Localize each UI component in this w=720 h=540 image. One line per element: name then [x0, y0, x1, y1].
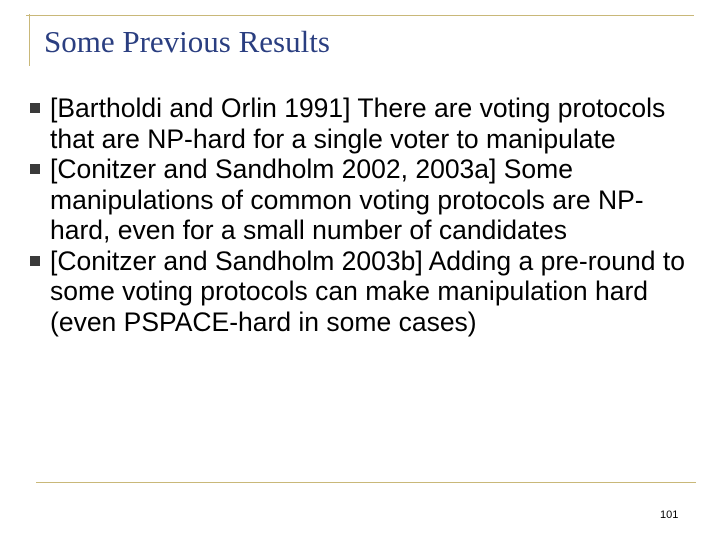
square-bullet-icon	[30, 103, 40, 113]
bullet-text: [Conitzer and Sandholm 2002, 2003a] Some manipulations of common voting protocols are NP-hard, even for a small number of candidates	[50, 154, 644, 245]
page-number: 101	[660, 509, 679, 521]
footer-rule	[36, 482, 696, 483]
square-bullet-icon	[30, 256, 40, 266]
bullet-text: [Bartholdi and Orlin 1991] There are voting protocols that are NP-hard for a single voter to manipulate	[50, 93, 666, 154]
bullet-item	[30, 93, 690, 154]
bullet-item	[30, 154, 690, 246]
square-bullet-icon	[30, 164, 40, 174]
bullet-item	[30, 246, 690, 338]
bullet-text: [Conitzer and Sandholm 2003b] Adding a pre-round to some voting protocols can make manipulation hard (even PSPACE-hard in some cases)	[50, 245, 685, 337]
title-frame-top-line	[26, 15, 694, 16]
title-frame-left-line	[29, 14, 30, 66]
slide-title: Some Previous Results	[44, 24, 330, 59]
bullet-list	[30, 93, 690, 337]
